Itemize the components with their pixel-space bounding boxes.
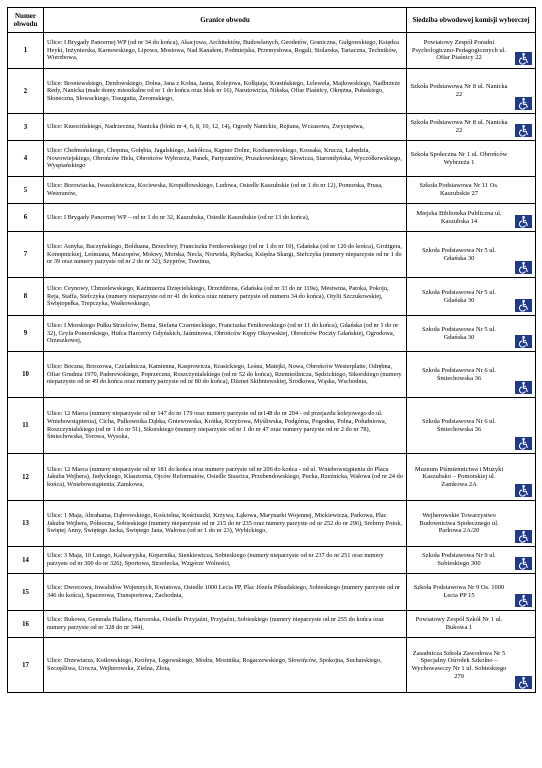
district-number: 10 bbox=[8, 352, 44, 398]
commission-seat-text: Szkoła Podstawowa Nr 8 ul. Nanicka 22 bbox=[410, 119, 508, 134]
commission-seat bbox=[407, 316, 536, 352]
wheelchair-accessible-icon bbox=[515, 215, 532, 228]
table-row bbox=[8, 232, 536, 278]
wheelchair-accessible-icon bbox=[515, 381, 532, 394]
district-boundaries: Ulice: I Brygady Pancernej WP (od nr 34 do końca), Akacjowa, Architektów, Budowlanych, Geodetów, Graniczna, Gułgowskiego, Księdza Heyki, Inżynierska, Karnowskiego, Lipowa, Mostowa, Nad Kanałem, Podmiejska, Przemysłowa, Rogali, Stolarska, Tartaczna, Techników, Wierzbowa, bbox=[44, 33, 407, 69]
table-row bbox=[8, 278, 536, 316]
header-boundaries: Granice obwodu bbox=[44, 8, 407, 33]
district-number: 4 bbox=[8, 141, 44, 177]
commission-seat-text: Zasadnicza Szkoła Zawodowa Nr 5 Specjalny Ośrodek Szkolno – Wychowawczy Nr 1 ul. Sobieskiego 279 bbox=[411, 649, 507, 680]
table-row bbox=[8, 141, 536, 177]
commission-seat bbox=[407, 232, 536, 278]
commission-seat-text: Szkoła Podstawowa Nr 9 Os. 1000 Lecia PP 15 bbox=[413, 584, 505, 599]
district-boundaries: Ulice: Broniewskiego, Derdowskiego, Dolna, Jana z Kolna, Jasna, Kolejowa, Kołłątaja, Krasińskiego, Lelewela, Majkowskiego, Nadbrzeże Redy, Nanicka (małe domy mieszkalne od nr 1 do końca oraz blok nr 16), Narutowicza, Nikska, Ofiar Piaśnicy, Okrężna, Pułaskiego, Słoneczna, Słowackiego, Traugutta, Żeromskiego, bbox=[44, 69, 407, 114]
wheelchair-accessible-icon bbox=[515, 124, 532, 137]
district-number: 16 bbox=[8, 611, 44, 638]
commission-seat bbox=[407, 454, 536, 501]
district-boundaries: Ulice: Asnyka, Baczyńskiego, Bolduana, Brzechwy, Franciszka Fenikowskiego (od nr 1 do nr 10), Gdańska (od nr 120 do końca), Grottgera, Konopnickiej, Leśmiana, Maszopów, Mokwy, Morska, Necla, Norwida, Rybacka, Księdza Skargi, Stefczyka (numery nieparzyste od nr 1 do nr 39 oraz numery parzyste od nr 2 do nr 32), Szyprów, Tuwima, bbox=[44, 232, 407, 278]
table-row bbox=[8, 177, 536, 204]
wheelchair-accessible-icon bbox=[515, 97, 532, 110]
district-boundaries: Ulice: 3 Maja, 10 Lutego, Kalwaryjska, Kopernika, Sienkiewicza, Sobieskiego (numery nieparzyste od nr 237 do nr 251 oraz numery parzyste od nr 300 do nr 326), Sportowa, Strzelecka, Wzgórze Wolności, bbox=[44, 547, 407, 574]
wheelchair-accessible-icon bbox=[515, 594, 532, 607]
table-row bbox=[8, 501, 536, 547]
district-number: 9 bbox=[8, 316, 44, 352]
table-row bbox=[8, 204, 536, 232]
district-boundaries: Ulice: Borowiacka, Iwaszkiewicza, Kociewska, Kropidłowskiego, Ludowa, Osiedle Kaszubskie (od nr 1 do nr 12), Pomorska, Prusa, Weteranów, bbox=[44, 177, 407, 204]
district-number: 5 bbox=[8, 177, 44, 204]
district-boundaries: Ulice: I Brygady Pancernej WP – od nr 1 do nr 32, Kaszubska, Osiedle Kaszubskie (od nr 13 do końca), bbox=[44, 204, 407, 232]
commission-seat-text: Szkoła Podstawowa Nr 11 Os. Kaszubskie 27 bbox=[419, 182, 499, 197]
table-row bbox=[8, 454, 536, 501]
document-page bbox=[7, 7, 535, 693]
district-boundaries: Ulice: Bukowa, Generała Hallera, Harcerska, Osiedle Przyjaźni, Przyjaźni, Sobieskiego (numery nieparzyste od nr 255 do końca oraz numery parzyste od nr 328 do nr 344), bbox=[44, 611, 407, 638]
commission-seat-text: Powiatowy Zespół Szkół Nr 1 ul. Bukowa 1 bbox=[415, 616, 503, 631]
commission-seat bbox=[407, 177, 536, 204]
district-number: 15 bbox=[8, 574, 44, 611]
commission-seat bbox=[407, 638, 536, 693]
wheelchair-accessible-icon bbox=[515, 530, 532, 543]
table-row bbox=[8, 574, 536, 611]
district-number: 12 bbox=[8, 454, 44, 501]
wheelchair-accessible-icon bbox=[515, 52, 532, 65]
district-boundaries: Ulice: 1 Maja, Abrahama, Dąbrowskiego, Kościelna, Kościuszki, Krzywa, Łąkowa, Marynarki Wojennej, Mickiewicza, Parkowa, Plac Jakuba Wejhera, Północna, Sobieskiego (numery nieparzyste od nr 215 do nr 235 oraz numery parzyste od nr 252 do nr 296), Srebrny Potok, Świętej Anny, Świętego Jacka, Świętego Jana, Wałowa (od nr 1 do nr 23), Wybickiego, bbox=[44, 501, 407, 547]
table-row bbox=[8, 33, 536, 69]
district-number: 2 bbox=[8, 69, 44, 114]
table-row bbox=[8, 611, 536, 638]
commission-seat bbox=[407, 352, 536, 398]
commission-seat bbox=[407, 204, 536, 232]
wheelchair-accessible-icon bbox=[515, 261, 532, 274]
table-row bbox=[8, 352, 536, 398]
commission-seat-text: Szkoła Podstawowa Nr 5 ul. Gdańska 30 bbox=[422, 246, 496, 262]
district-number: 1 bbox=[8, 33, 44, 69]
header-number: Numer obwodu bbox=[8, 8, 44, 33]
district-boundaries: Ulice: Dworcowa, Inwalidów Wojennych, Kwiatowa, Osiedle 1000 Lecia PP, Plac Józefa Piłsudskiego, Sobieskiego (numery parzyste od nr 346 do końca), Spacerowa, Transportowa, Zachodnia, bbox=[44, 574, 407, 611]
commission-seat bbox=[407, 611, 536, 638]
commission-seat-text: Szkoła Podstawowa Nr 6 ul. Śmiechowska 36 bbox=[422, 366, 496, 382]
district-boundaries: Ulice: 12 Marca (numery nieparzyste od nr 147 do nr 179 oraz numery parzyste od nr148 do nr 204 - od przejazdu kolejowego do ul. Wniebowstąpienia), Cicha, Pułkownika Dąbka, Gniewowska, Krótka, Krzyżowa, Myśliwska, Podgórna, Pogodna, Polna, Południowa, Roszczynialskiego (od nr 1 do nr 51), Sikorskiego (numery nieparzyste od nr 1 do nr 47 oraz numery parzyste od nr 2 do nr 78), Śmiechowska, Torowa, Wysoka, bbox=[44, 398, 407, 454]
district-number: 3 bbox=[8, 114, 44, 141]
district-boundaries: Ulice: I Morskiego Pułku Strzelców, Bema, Stefana Czarnieckiego, Franciszka Fenikowskiego (od nr 11 do końca), Gdańska (od nr 1 do nr 32), Gryfa Pomorskiego, Hufca Harcerzy Gdyńskich, Jaśminowa, Obrońców Kępy Oksywskiej, Obrońców Poczty Gdańskiej, Ogrodowa, Orzeszkowej, bbox=[44, 316, 407, 352]
table-row bbox=[8, 638, 536, 693]
district-table bbox=[7, 7, 536, 693]
commission-seat bbox=[407, 69, 536, 114]
commission-seat-text: Miejska Biblioteka Publiczna ul. Kaszubska 14 bbox=[416, 209, 502, 225]
wheelchair-accessible-icon bbox=[515, 437, 532, 450]
table-body bbox=[8, 33, 536, 693]
commission-seat bbox=[407, 278, 536, 316]
commission-seat-text: Wejherowskie Towarzystwo Budownictwa Społecznego ul. Parkowa 2A/20 bbox=[419, 512, 499, 535]
commission-seat-text: Szkoła Podstawowa Nr 5 ul. Gdańska 30 bbox=[422, 325, 496, 341]
table-header-row bbox=[8, 8, 536, 33]
district-number: 17 bbox=[8, 638, 44, 693]
commission-seat bbox=[407, 501, 536, 547]
wheelchair-accessible-icon bbox=[515, 676, 532, 689]
wheelchair-accessible-icon bbox=[515, 484, 532, 497]
table-row bbox=[8, 316, 536, 352]
commission-seat-text: Szkoła Podstawowa Nr 8 ul. Nanicka 22 bbox=[410, 83, 508, 98]
commission-seat bbox=[407, 398, 536, 454]
commission-seat-text: Powiatowy Zespół Poradni Psychologiczno-Pedagogicznych ul. Ofiar Piaśnicy 22 bbox=[411, 39, 507, 62]
header-seat: Siedziba obwodowej komisji wyborczej bbox=[407, 8, 536, 33]
commission-seat bbox=[407, 141, 536, 177]
district-boundaries: Ulice: Ceynowy, Chmielewskiego, Kazimierza Dzięcielskiego, Drzeżdżona, Gdańska (od nr 33 do nr 119a), Mestwina, Patoka, Pokoju, Reja, Staffa, Stefczyka (numery nieparzyste od nr 41 do końca oraz numery parzyste od numeru 34 do końca), Otylii Szczukowskiej, Świętopełka, Trepczyka, Waśkowskiego, bbox=[44, 278, 407, 316]
wheelchair-accessible-icon bbox=[515, 299, 532, 312]
district-boundaries: Ulice: Boczna, Brzozowa, Czeladnicza, Kamienna, Kasprowicza, Krasickiego, Leśna, Matejki, Nowa, Obrońców Westerplatte, Odrębna, Ofiar Grudnia 1970, Paderewskiego, Poprzeczna, Roszczynialskiego (od nr 52 do końca), Rzemieślnicza, Sędzickiego, Sikorskiego (numery nieparzyste od nr 49 do końca oraz numery parzyste od nr 80 do końca), Dżenet Skibniewskiej, Środkowa, Wąska, Wschodnia, bbox=[44, 352, 407, 398]
commission-seat-text: Muzeum Piśmiennictwa i Muzyki Kaszubsko – Pomorskiej ul. Zamkowa 2A bbox=[414, 465, 504, 488]
district-number: 11 bbox=[8, 398, 44, 454]
district-number: 13 bbox=[8, 501, 44, 547]
district-boundaries: Ulice: 12 Marca (numery nieparzyste od nr 181 do końca oraz numery parzyste od nr 206 do końca - od ul. Wniebowstąpienia do Placu Jakuba Wejhera), Judyckiego, Klasztorna, Ojców Reformatów, Osiedle Staszica, Przebendowskiego, Pucka, Rzeźnicka, Wałowa (od nr 24 do końca), Wniebowstąpienia, Zamkowa, bbox=[44, 454, 407, 501]
commission-seat-text: Szkoła Podstawowa Nr 6 ul. Śmiechowska 36 bbox=[422, 417, 496, 433]
district-number: 6 bbox=[8, 204, 44, 232]
commission-seat-text: Szkoła Podstawowa Nr 9 ul. Sobieskiego 300 bbox=[422, 552, 496, 567]
commission-seat bbox=[407, 114, 536, 141]
district-number: 14 bbox=[8, 547, 44, 574]
wheelchair-accessible-icon bbox=[515, 335, 532, 348]
commission-seat bbox=[407, 574, 536, 611]
table-row bbox=[8, 547, 536, 574]
district-number: 8 bbox=[8, 278, 44, 316]
district-boundaries: Ulice: Kusocińskiego, Nadrzeczna, Nanicka (bloki nr 4, 6, 8, 10, 12, 14), Ogrody Nanickie, Rejtana, Wczasowa, Zwycięstwa, bbox=[44, 114, 407, 141]
commission-seat-text: Szkoła Społeczna Nr 1 ul. Obrońców Wybrzeża 1 bbox=[410, 150, 508, 166]
district-boundaries: Ulice: Chełmońskiego, Chopina, Gołębia, Jagalskiego, Jaskółcza, Kąpino Dolne, Kochanowskiego, Kossaka, Krucza, Łabędzia, Nowowiejskiego, Obrońców Helu, Obrońców Wybrzeża, Panek, Partyzantów, Pruszkowskiego, Słowicza, Staromłyńska, Wyczółkowskiego, Wyspiańskiego bbox=[44, 141, 407, 177]
table-row bbox=[8, 69, 536, 114]
district-number: 7 bbox=[8, 232, 44, 278]
table-row bbox=[8, 114, 536, 141]
commission-seat-text: Szkoła Podstawowa Nr 5 ul. Gdańska 30 bbox=[422, 288, 496, 304]
table-row bbox=[8, 398, 536, 454]
district-boundaries: Ulice: Drzewiarza, Kotłowskiego, Krofeya, Łęgowskiego, Modra, Mostnika, Rogaczewskiego, Słowińców, Spokojna, Sucharskiego, Szczęśliwa, Urocza, Wejherowska, Zielna, Złota, bbox=[44, 638, 407, 693]
commission-seat bbox=[407, 33, 536, 69]
wheelchair-accessible-icon bbox=[515, 557, 532, 570]
commission-seat bbox=[407, 547, 536, 574]
